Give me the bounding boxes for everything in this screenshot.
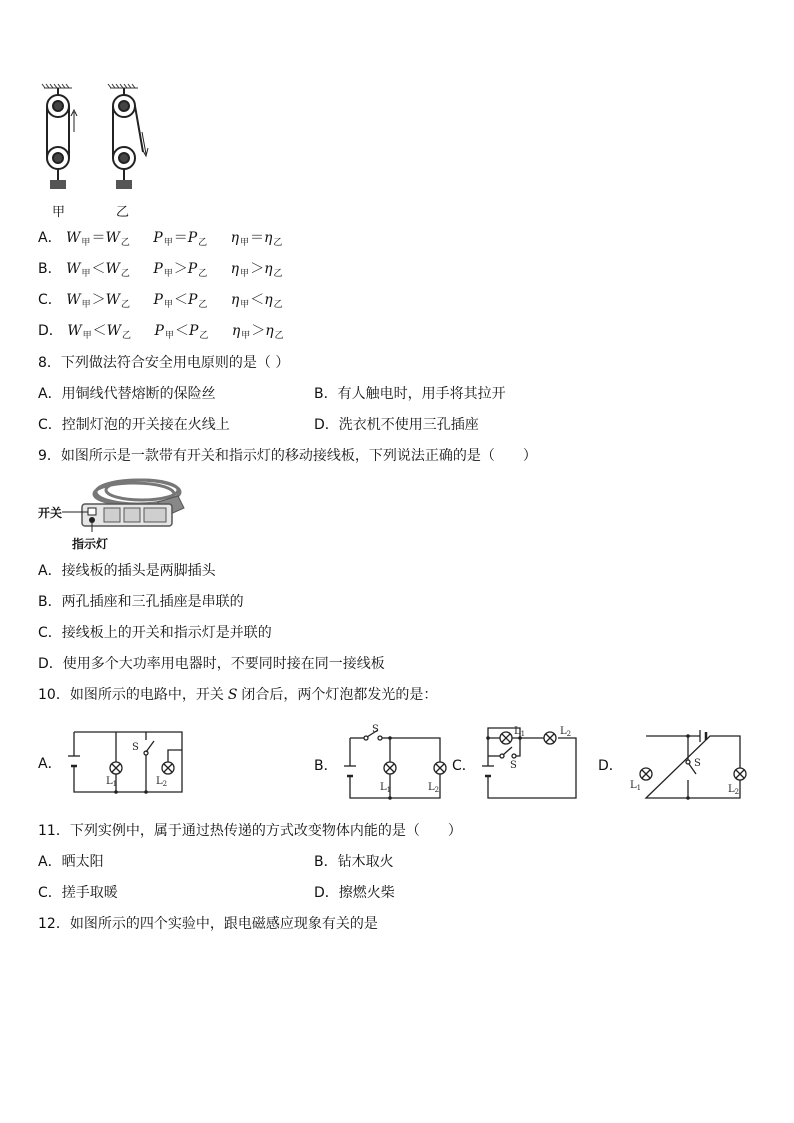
circuit-c-l1-label: $L_1$ — [514, 726, 526, 738]
power-strip-switch-label: 开关 — [38, 506, 63, 520]
q8-stem: 8．下列做法符合安全用电原则的是（ ） — [38, 355, 290, 371]
circuit-a-l1-label: $L_1$ — [106, 776, 118, 788]
pulley-label-left: 甲 — [52, 205, 66, 220]
circuit-c[interactable] — [474, 722, 580, 802]
circuit-a[interactable] — [64, 726, 194, 796]
circuit-c-l2-label: $L_2$ — [560, 726, 572, 738]
pulley-option-b[interactable]: B． $W_甲<W_乙$ $P_甲>P_乙$ $\eta_甲>\eta_乙$ — [38, 261, 283, 279]
q11-stem: 11．下列实例中，属于通过热传递的方式改变物体内能的是（ ） — [38, 823, 462, 839]
q11-option-c[interactable]: C．搓手取暖 — [38, 885, 118, 901]
circuit-d-l2-label: $L_2$ — [728, 784, 740, 796]
circuit-a-s-label: S — [132, 742, 139, 753]
pulley-option-c[interactable]: C． $W_甲>W_乙$ $P_甲<P_乙$ $\eta_甲<\eta_乙$ — [38, 292, 283, 310]
circuit-b-l2-label: $L_2$ — [428, 782, 440, 794]
circuit-d-l1-label: $L_1$ — [630, 780, 642, 792]
q10-option-c-letter[interactable]: C． — [452, 758, 476, 774]
q10-stem: 10．如图所示的电路中，开关 S 闭合后，两个灯泡都发光的是： — [38, 687, 438, 703]
q10-option-b-letter[interactable]: B． — [314, 758, 338, 774]
q10-option-d-letter[interactable]: D． — [598, 758, 623, 774]
q11-option-a[interactable]: A．晒太阳 — [38, 854, 104, 870]
circuit-b-s-label: S — [372, 724, 379, 735]
power-strip-indicator-label: 指示灯 — [72, 537, 109, 551]
q8-option-d[interactable]: D．洗衣机不使用三孔插座 — [314, 417, 479, 433]
q9-option-a[interactable]: A．接线板的插头是两脚插头 — [38, 563, 216, 579]
pulley-option-d[interactable]: D． $W_甲<W_乙$ $P_甲<P_乙$ $\eta_甲>\eta_乙$ — [38, 323, 284, 341]
circuit-b-l1-label: $L_1$ — [380, 782, 392, 794]
q9-option-c[interactable]: C．接线板上的开关和指示灯是并联的 — [38, 625, 272, 641]
q12-stem: 12．如图所示的四个实验中，跟电磁感应现象有关的是 — [38, 916, 378, 932]
q11-option-b[interactable]: B．钻木取火 — [314, 854, 394, 870]
circuit-b[interactable] — [336, 722, 448, 802]
q8-option-b[interactable]: B．有人触电时，用手将其拉开 — [314, 386, 506, 402]
q10-option-a-letter[interactable]: A． — [38, 756, 62, 772]
circuit-d-s-label: S — [694, 758, 701, 769]
circuit-d[interactable] — [628, 722, 754, 802]
pulley-figure — [36, 82, 156, 202]
q11-option-d[interactable]: D．擦燃火柴 — [314, 885, 395, 901]
circuit-c-s-label: S — [510, 760, 517, 771]
q9-option-d[interactable]: D．使用多个大功率用电器时，不要同时接在同一接线板 — [38, 656, 385, 672]
q8-option-c[interactable]: C．控制灯泡的开关接在火线上 — [38, 417, 230, 433]
q8-option-a[interactable]: A．用铜线代替熔断的保险丝 — [38, 386, 216, 402]
pulley-label-right: 乙 — [116, 205, 130, 220]
pulley-option-a[interactable]: A． $W_甲=W_乙$ $P_甲=P_乙$ $\eta_甲=\eta_乙$ — [38, 230, 283, 248]
q9-stem: 9．如图所示是一款带有开关和指示灯的移动接线板，下列说法正确的是（ ） — [38, 448, 537, 464]
q9-option-b[interactable]: B．两孔插座和三孔插座是串联的 — [38, 594, 244, 610]
circuit-a-l2-label: $L_2$ — [156, 776, 168, 788]
